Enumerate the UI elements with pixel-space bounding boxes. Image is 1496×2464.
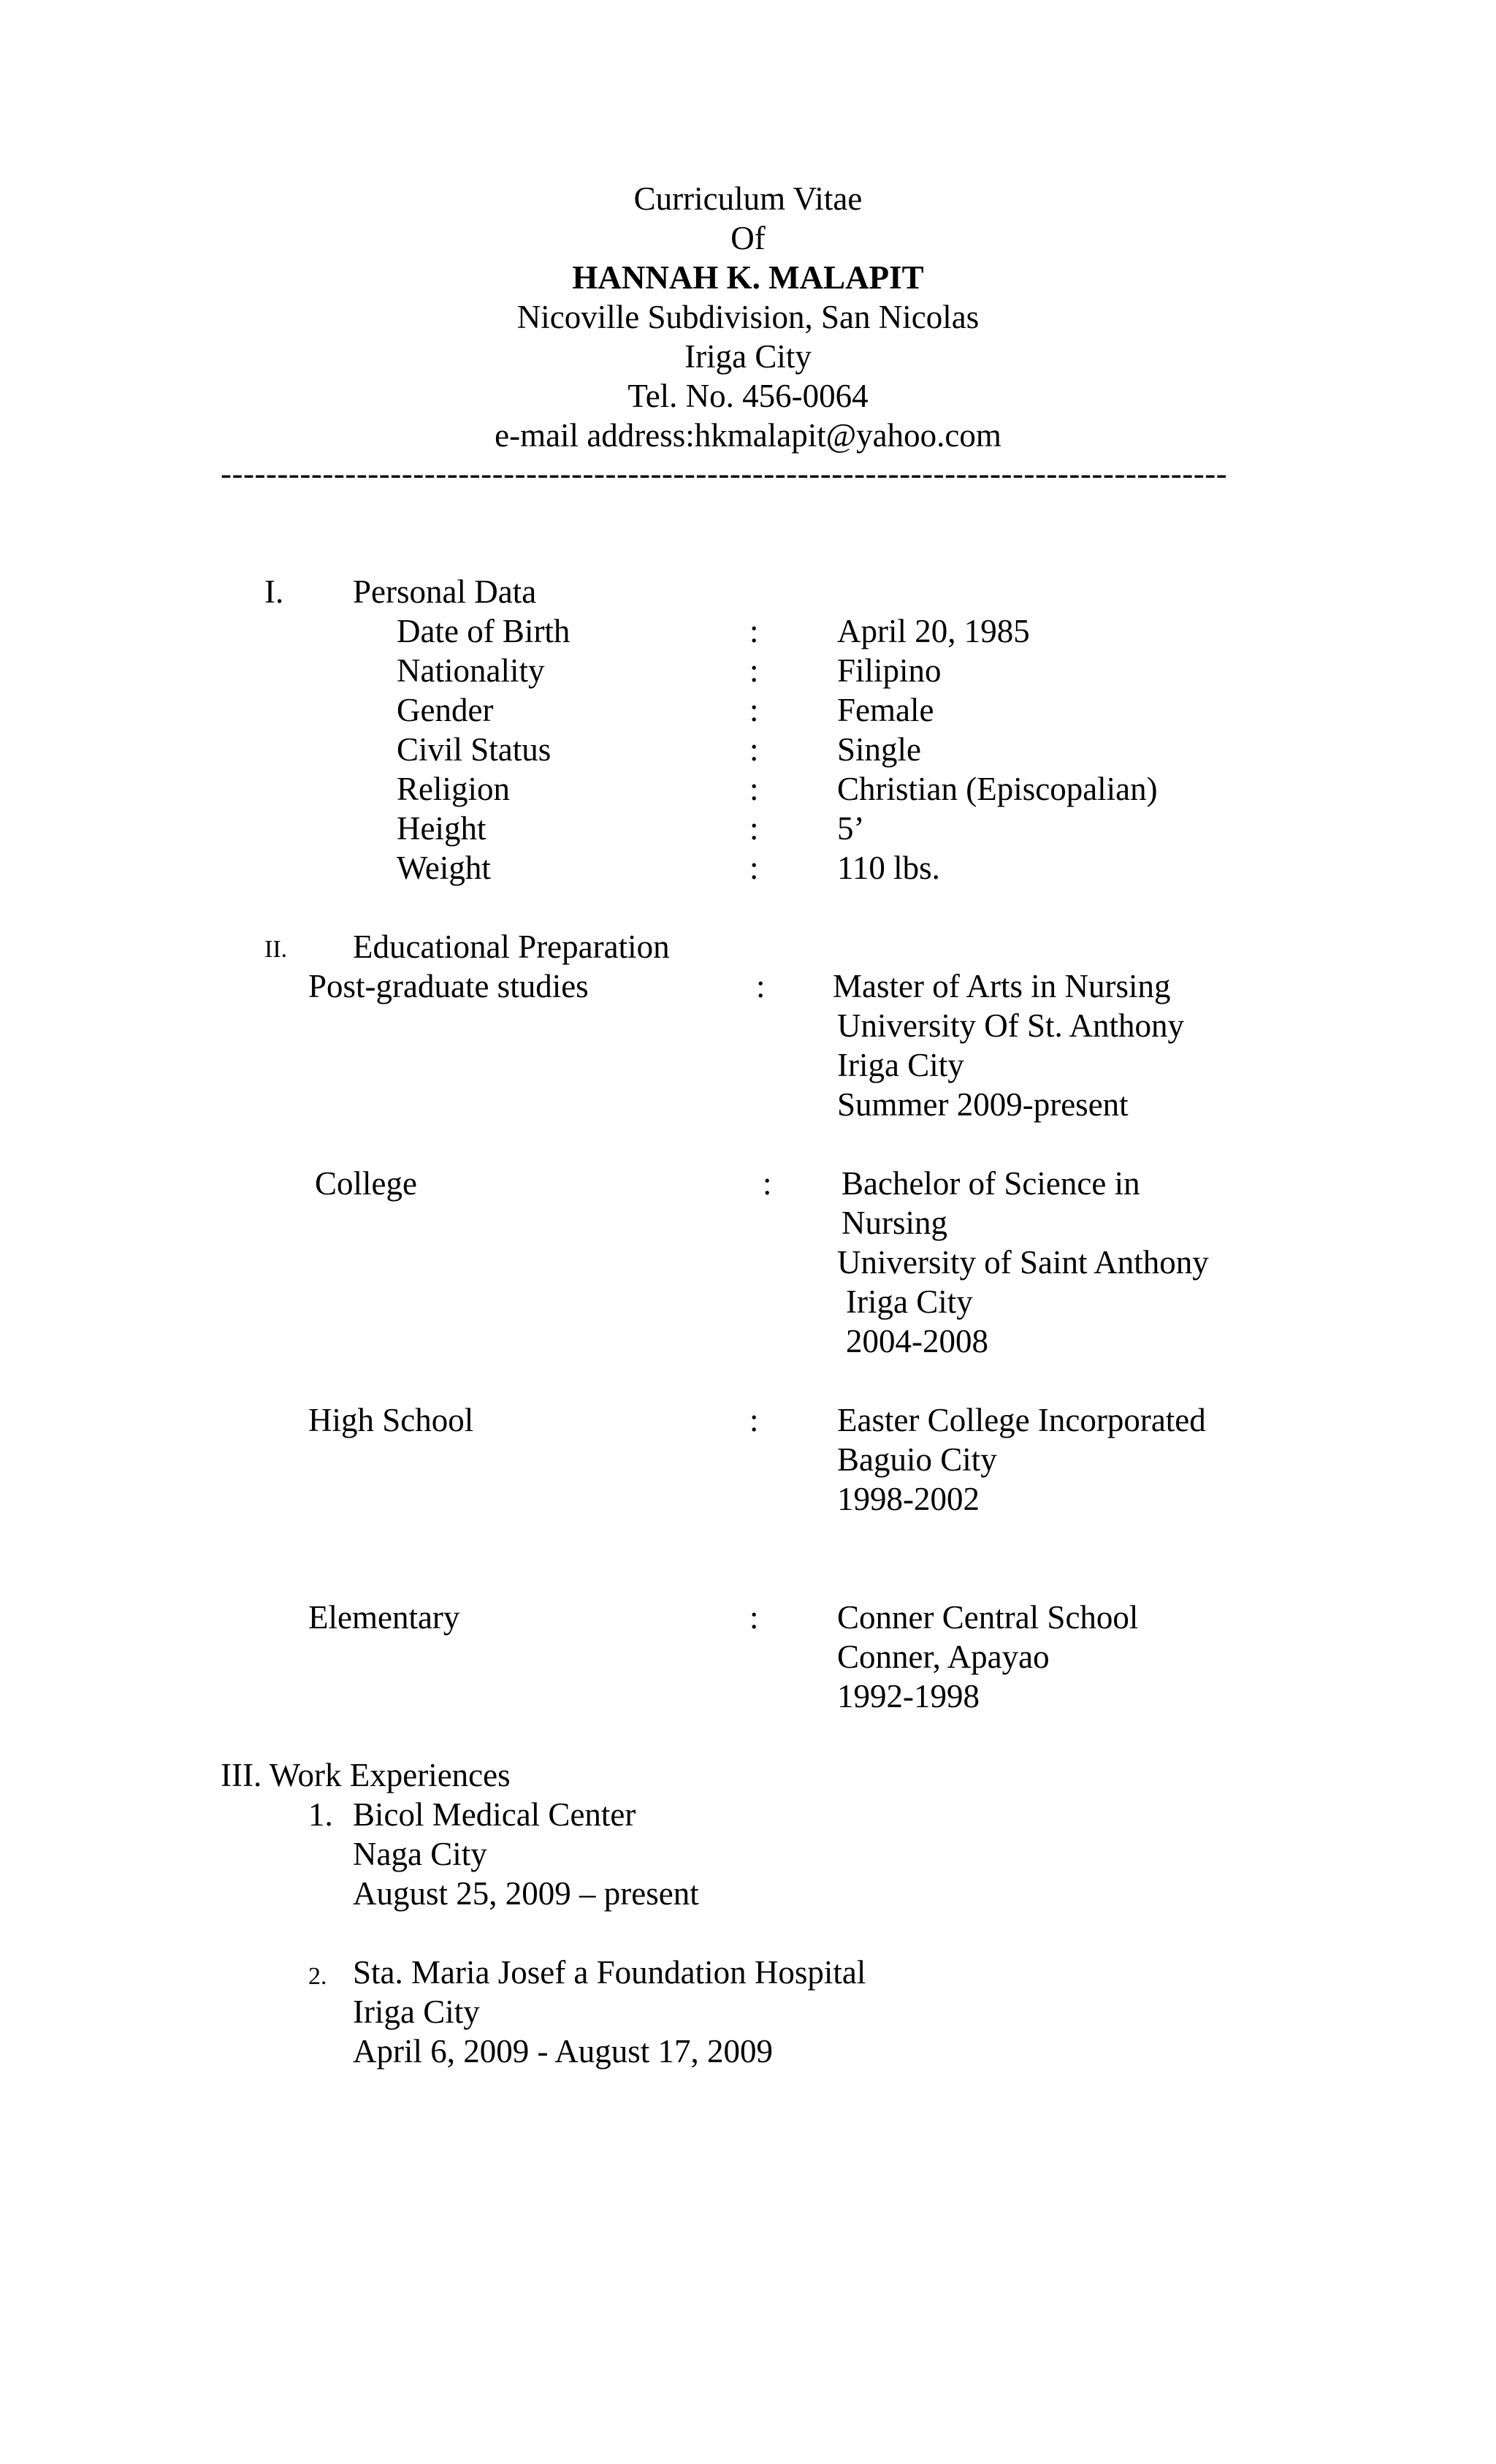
applicant-name: HANNAH K. MALAPIT — [572, 259, 924, 296]
personal-value: Single — [837, 731, 922, 768]
personal-label: Religion — [397, 771, 510, 807]
work-item-line: Iriga City — [353, 1994, 480, 2030]
personal-sep: : — [749, 613, 759, 649]
section-heading-education: Educational Preparation — [353, 928, 670, 965]
education-line: Baguio City — [837, 1441, 997, 1478]
education-line: Iriga City — [846, 1284, 973, 1320]
personal-label: Weight — [397, 850, 491, 886]
address-line-2: Iriga City — [684, 338, 812, 375]
personal-value: Filipino — [837, 652, 942, 689]
personal-label: Date of Birth — [397, 613, 570, 649]
education-sep: : — [756, 968, 766, 1004]
work-item-number: 1. — [308, 1796, 333, 1833]
education-line: Summer 2009-present — [837, 1086, 1129, 1123]
education-line: University of Saint Anthony — [837, 1244, 1209, 1281]
personal-value: 5’ — [837, 810, 865, 847]
personal-sep: : — [749, 850, 759, 886]
section-numeral-education: II. — [264, 936, 288, 963]
personal-value: Christian (Episcopalian) — [837, 771, 1158, 807]
personal-label: Gender — [397, 692, 494, 728]
personal-label: Height — [397, 810, 486, 847]
work-item-line: August 25, 2009 – present — [353, 1875, 699, 1912]
education-line: Easter College Incorporated — [837, 1402, 1206, 1438]
work-item-line: April 6, 2009 - August 17, 2009 — [353, 2033, 774, 2070]
education-line: Nursing — [842, 1205, 947, 1241]
cv-title: Curriculum Vitae — [633, 180, 863, 217]
education-line: Master of Arts in Nursing — [833, 968, 1171, 1004]
education-line: Conner, Apayao — [837, 1639, 1050, 1675]
email-address: e-mail address:hkmalapit@yahoo.com — [495, 417, 1001, 454]
personal-sep: : — [749, 771, 759, 807]
education-line: Iriga City — [837, 1047, 964, 1083]
work-item-number: 2. — [308, 1963, 327, 1990]
section-heading-work: III. Work Experiences — [221, 1757, 511, 1793]
education-line: University Of St. Anthony — [837, 1007, 1185, 1044]
address-line-1: Nicoville Subdivision, San Nicolas — [516, 299, 980, 335]
cv-of: Of — [730, 220, 766, 256]
education-sep: : — [749, 1402, 759, 1438]
work-item-line: Bicol Medical Center — [353, 1796, 636, 1833]
education-sep: : — [749, 1599, 759, 1636]
personal-sep: : — [749, 731, 759, 768]
personal-sep: : — [749, 810, 759, 847]
work-item-line: Naga City — [353, 1836, 487, 1872]
education-label-college: College — [315, 1165, 417, 1202]
personal-label: Nationality — [397, 652, 545, 689]
education-line: Conner Central School — [837, 1599, 1139, 1636]
education-label-postgrad: Post-graduate studies — [308, 968, 589, 1004]
telephone: Tel. No. 456-0064 — [627, 378, 869, 414]
education-line: Bachelor of Science in — [842, 1165, 1140, 1202]
section-numeral-personal: I. — [264, 573, 284, 610]
personal-value: April 20, 1985 — [837, 613, 1030, 649]
education-sep: : — [763, 1165, 772, 1202]
personal-label: Civil Status — [397, 731, 552, 768]
work-item-line: Sta. Maria Josef a Foundation Hospital — [353, 1954, 866, 1991]
section-heading-personal: Personal Data — [353, 573, 537, 610]
education-line: 2004-2008 — [846, 1323, 988, 1359]
education-line: 1998-2002 — [837, 1481, 980, 1517]
education-label-elementary: Elementary — [308, 1599, 460, 1636]
education-label-highschool: High School — [308, 1402, 474, 1438]
personal-value: 110 lbs. — [837, 850, 940, 886]
education-line: 1992-1998 — [837, 1678, 980, 1714]
header-divider: ----------------------------------------------------------------------------------------- — [221, 455, 1228, 492]
personal-sep: : — [749, 692, 759, 728]
personal-value: Female — [837, 692, 934, 728]
personal-sep: : — [749, 652, 759, 689]
